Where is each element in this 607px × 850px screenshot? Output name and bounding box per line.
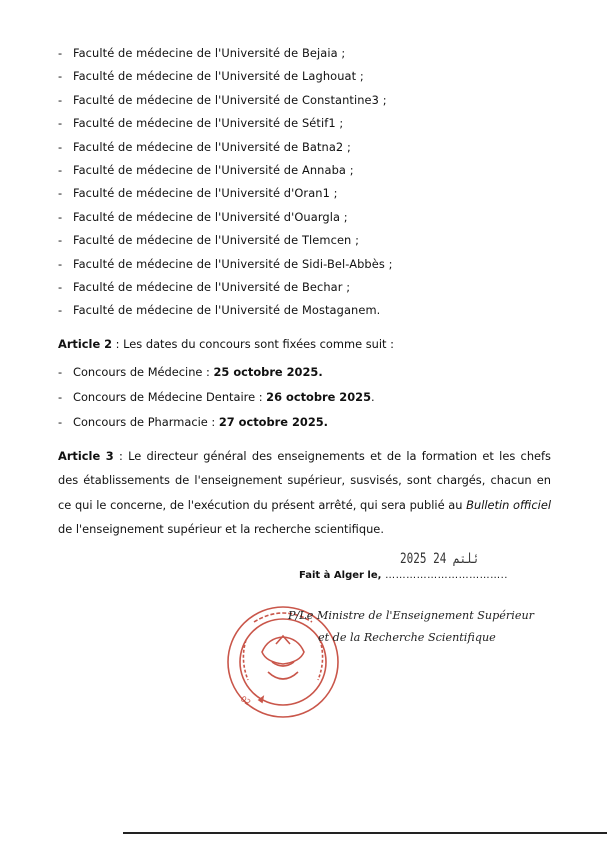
article-3-paragraph [58,444,551,541]
faculty-name: Faculté de médecine de l'Université de Tlemcen ; [73,233,360,248]
list-bullet: - [58,116,63,131]
minister-signature-block [288,605,534,649]
list-bullet: - [58,256,63,271]
concours-name: Concours de Pharmacie : [73,415,219,429]
faculty-list-item [58,182,558,205]
bulletin-officiel-text: Bulletin officiel [466,497,552,512]
faculty-list-item [58,136,558,159]
faculty-list-item [58,65,558,88]
faculty-list-item [58,299,558,322]
fait-a-alger-line [299,570,508,581]
signature-line-2: et de la Recherche Scientifique [318,631,496,644]
concours-name: Concours de Médecine Dentaire : [73,390,267,404]
fait-dots: …………………………….. [381,570,508,581]
stamp-number: 02 [238,694,253,708]
concours-date-tail: . [371,390,375,404]
faculty-list-item [58,112,558,135]
concours-date-item [58,410,558,435]
faculty-list-item [58,42,558,65]
faculty-list [58,42,558,323]
faculty-name: Faculté de médecine de l'Université de Annaba ; [73,162,354,177]
article-2-heading [58,337,394,351]
concours-date: 27 octobre 2025. [218,415,329,429]
faculty-list-item [58,229,558,252]
list-bullet: - [58,162,63,177]
faculty-name: Faculté de médecine de l'Université de Constantine3 ; [73,92,387,107]
signature-line-1: P/Le Ministre de l'Enseignement Supérieur [288,609,535,622]
concours-name: Concours de Médecine : [73,365,214,379]
faculty-list-item [58,276,558,299]
list-bullet: - [58,279,63,294]
list-bullet: - [58,46,63,60]
list-bullet: - [58,390,63,404]
faculty-name: Faculté de médecine de l'Université de Laghouat ; [73,69,364,84]
faculty-name: Faculté de médecine de l'Université de Batna2 ; [73,139,351,154]
list-bullet: - [58,69,63,84]
faculty-name: Faculté de médecine de l'Université de Bechar ; [73,279,351,294]
list-bullet: - [58,303,63,318]
list-bullet: - [58,186,63,201]
list-bullet: - [58,415,63,429]
article-2-text: : Les dates du concours sont fixées comme suit : [112,337,394,351]
concours-date: 26 octobre 2025 [266,390,372,404]
list-bullet: - [58,139,63,154]
article-2-label: Article 2 [58,337,113,351]
article-3-text-after: de l'enseignement supérieur et la recherche scientifique. [58,521,384,536]
list-bullet: - [58,365,63,379]
handwritten-date: 2025 ئلتم 24 [400,550,480,567]
concours-date: 25 octobre 2025. [213,365,323,379]
faculty-name: Faculté de médecine de l'Université d'Oran1 ; [73,186,338,201]
faculty-list-item [58,89,558,112]
faculty-list-item [58,159,558,182]
article-3-label: Article 3 [58,449,114,463]
faculty-name: Faculté de médecine de l'Université d'Ouargla ; [73,209,348,224]
faculty-list-item [58,253,558,276]
fait-a-alger-label: Fait à Alger le, [299,570,382,581]
list-bullet: - [58,209,63,224]
faculty-name: Faculté de médecine de l'Université de Bejaia ; [73,46,346,60]
faculty-name: Faculté de médecine de l'Université de Sidi-Bel-Abbès ; [73,256,393,271]
faculty-name: Faculté de médecine de l'Université de Mostaganem. [73,303,381,318]
footer-rule [123,832,607,834]
list-bullet: - [58,92,63,107]
concours-dates-list [58,360,558,435]
article-3-text-before: : Le directeur général des enseignements et de la formation et les chefs des établissements de l'enseignement supérieur, susvisés, sont chargés, chacun en ce qui le concerne, de l'exécution du présent arrêté, qui sera publié au [58,449,551,512]
list-bullet: - [58,233,63,248]
concours-date-item [58,360,558,385]
faculty-name: Faculté de médecine de l'Université de Sétif1 ; [73,116,344,131]
faculty-list-item [58,206,558,229]
concours-date-item [58,385,558,410]
